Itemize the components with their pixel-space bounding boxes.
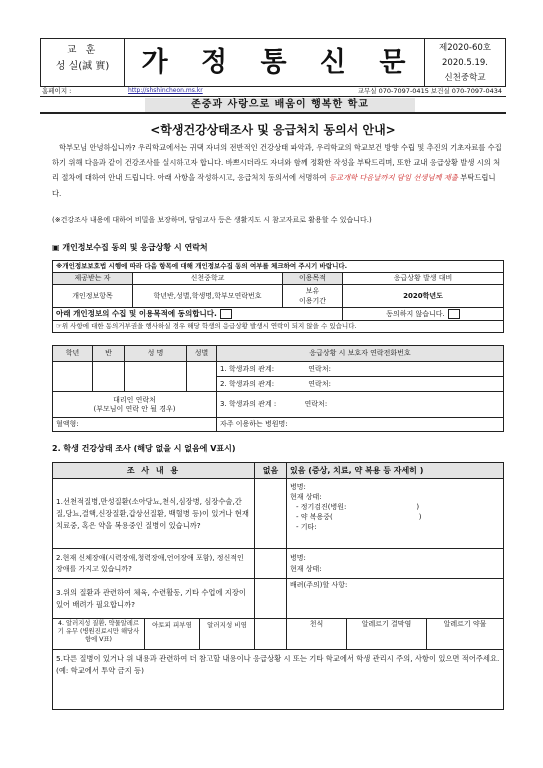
alt-contact-label: 대리인 연락처 (부모님이 연락 안 될 경우) [53,392,217,418]
motto-text: 성 실(誠 實) [55,61,110,72]
allergy-conjunctivitis: 알레르기 결막염 [347,619,427,650]
name-field[interactable] [125,362,187,392]
allergy-atopy: 아토피 피부염 [145,619,200,649]
q1-disease: 병명: [290,483,306,491]
purpose-value: 응급상황 발생 대비 [343,273,504,285]
newsletter-title: 가 정 통 신 문 [125,39,425,86]
q2-disease: 병명: [290,553,306,562]
question-1: 1.선천적질병,만성질환(소아당뇨,천식,심장병, 심장수술,간질,당뇨,결핵,신장질환,갑상선질환, 백혈병 등)이 있거나 현재 치료중, 혹은 약을 복용중인 질병이 있습니까? [53,479,255,549]
section2-heading: 2. 학생 건강상태 조사 (해당 없을 시 없음에 V표시) [52,444,236,453]
agree-cell [53,308,343,321]
content-header: 조 사 내 용 [53,463,255,479]
agree-checkbox[interactable] [220,309,232,319]
intro-paragraph [52,140,502,201]
question-4: 4. 알러지성 질환, 약물알레르기 유무 (병원진료시만 해당사항에 V표) [53,619,145,649]
relation-label-1: 1. 학생과의 관계: [220,364,275,373]
emergency-header: 응급상황 시 보호자 연락전화번호 [217,346,504,362]
motto-label: 교 훈 [66,45,99,56]
q4-none-box[interactable] [255,619,287,650]
newsletter-header [40,38,506,87]
allergy-rhinitis: 알러지성 비염 [207,621,247,629]
emergency-contact-table [52,345,504,432]
q1-medication-label: - 약 복용중( [296,513,333,521]
period-header: 보유 이용기간 [283,285,343,308]
contact-numbers: 교무실 070-7097-0415 보건실 070-7097-0434 [357,87,502,95]
q1-checkup-close: ) [416,503,420,511]
consent-table [52,260,504,333]
question-5[interactable]: 5.다른 질병이 있거나 위 내용과 관련하여 더 참고할 내용이나 응급상황 시 또는 기타 학교에서 학생 관리시 주의, 사항이 있으면 적어주세요. (예: 학교에서 투약 금지 등) [53,650,504,710]
contact-row-1[interactable] [217,362,504,377]
q2-none-box[interactable] [255,549,287,579]
provider-header: 제공받는 자 [53,273,133,285]
allergy-medication: 알레르기 약물 [427,619,504,650]
relation-label-2: 2. 학생과의 관계: [220,379,275,388]
q1-medication-close: ) [418,513,422,521]
school-slogan: 존중과 사랑으로 배움이 행복한 학교 [145,98,415,112]
allergy-asthma: 천식 [287,619,347,650]
disagree-cell [343,308,504,321]
q3-answer[interactable]: 배려(주의)할 사항: [287,579,504,619]
period-value: 2020학년도 [343,285,504,308]
question-2: 2.현재 신체장애(시력장애,청력장애,언어장애 포함), 정신적인 장애를 가지고 있습니까? [53,549,255,579]
provider-value: 신천중학교 [133,273,283,285]
divider [40,112,506,114]
sex-field[interactable] [187,362,217,392]
contact-row-3[interactable] [217,392,504,418]
contact-row-2[interactable] [217,377,504,392]
document-title: <학생건강상태조사 및 응급처치 동의서 안내> [150,123,396,137]
hospital-field[interactable]: 자주 이용하는 병원명: [217,418,504,432]
q3-none-box[interactable] [255,579,287,619]
q1-status: 현재 상태: [290,493,322,501]
name-header: 성 명 [125,346,187,362]
q1-checkup [290,502,500,512]
intro-text-end: 부탁드립니다. [52,173,496,198]
items-header: 개인정보항목 [53,285,133,308]
q1-checkup-label: - 정기검진(병원: [296,503,347,511]
class-field[interactable] [93,362,125,392]
yes-header: 있음 (증상, 치료, 약 복용 등 자세히 ) [287,463,504,479]
doc-number: 제2020-60호 [439,43,491,53]
doc-date: 2020.5.19. [442,58,488,68]
homepage-label: 홈페이지 : [42,87,72,95]
agree-label: 아래 개인정보의 수집 및 이용목적에 동의합니다. [56,309,217,318]
q2-answer[interactable] [287,549,504,579]
q1-answer[interactable] [287,479,504,549]
phone-label-3: 연락처: [304,400,328,409]
q1-other: - 기타: [296,523,317,531]
question-4-cell [53,619,255,650]
privacy-note: (※건강조사 내용에 대하여 비밀을 보장하며, 담임교사 등은 생활지도 시 참고자료로 활용할 수 있습니다.) [52,216,372,224]
blood-type-field[interactable]: 혈액형: [53,418,217,432]
q1-medication [290,512,500,522]
doc-info [425,39,505,86]
section1-heading: ▣ 개인정보수집 동의 및 응급상황 시 연락처 [52,243,208,252]
grade-field[interactable] [53,362,93,392]
class-header: 반 [93,346,125,362]
homepage-row [40,86,506,97]
intro-deadline: 등교개학 다음날까지 담임 선생님께 제출 [328,173,458,183]
none-header: 없음 [255,463,287,479]
disagree-checkbox[interactable] [448,309,460,319]
grade-header: 학년 [53,346,93,362]
phone-label-1: 연락처: [308,364,331,373]
health-survey-table [52,462,504,710]
q2-status: 현재 상태: [290,564,322,573]
motto-box [41,39,125,86]
phone-label-2: 연락처: [308,379,331,388]
consent-warning: ☞위 사항에 대한 동의거부권을 행사하실 경우 해당 학생의 응급상황 발생시 연락이 되지 않을 수 있습니다. [53,321,504,333]
q1-none-box[interactable] [255,479,287,549]
intro-text: 학부모님 안녕하십니까? 우리학교에서는 귀댁 자녀의 전반적인 건강상태 파악과, 우리학교의 학교보건 방향 수립 및 추진의 기초자료를 수집하기 위해 다음과 같이 건강조사를 실시하고자 합니다. 바쁘시더라도 자녀와 함께 정확한 작성을 부탁드리며, 또한 교내 응급상황 발생 시의 처리 절차에 대하여 안내 드립니다. 아래 사항을 작성하시고, 응급처치 동의서에 서명하여 [52,143,502,183]
question-3: 3.위의 질환과 관련하여 체육, 수련활동, 기타 수업에 지장이 있어 배려가 필요합니까? [53,579,255,619]
disagree-label: 동의하지 않습니다. [386,310,445,318]
relation-label-3: 3. 학생과의 관계 : [220,400,277,409]
items-value: 학년반,성별,학생명,학부모연락번호 [133,285,283,308]
school-name: 신천중학교 [444,73,486,83]
sex-header: 성별 [187,346,217,362]
homepage-link[interactable]: http://shshincheon.ms.kr [128,87,203,94]
consent-notice: ※개인정보보호법 시행에 따라 다음 항목에 대해 개인정보수집 동의 여부를 체크하여 주시기 바랍니다. [53,261,504,273]
purpose-header: 이용목적 [283,273,343,285]
